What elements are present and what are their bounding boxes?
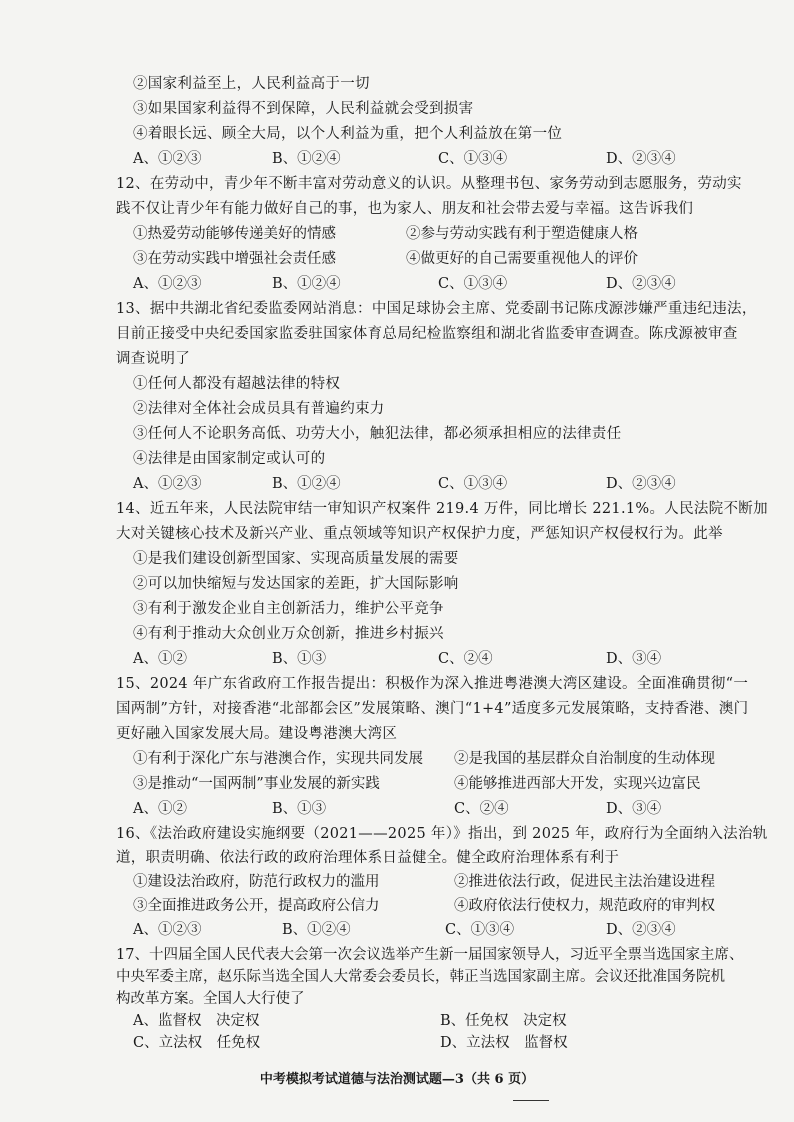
q14-option-3: ③有利于激发企业自主创新活力，维护公平竞争 — [133, 601, 444, 617]
footer-rule — [513, 1100, 549, 1101]
q11-option-4: ④着眼长远、顾全大局，以个人利益为重，把个人利益放在第一位 — [133, 126, 563, 142]
q16-choice-c: C、①③④ — [445, 922, 515, 938]
q16-option-2: ②推进依法行政，促进民主法治建设进程 — [454, 874, 715, 890]
q17-stem-line-2: 中央军委主席，赵乐际当选全国人大常委会委员长，韩正当选国家副主席。会议还批准国务院机 — [116, 969, 725, 985]
q17-stem-line-3: 构改革方案。全国人大行使了 — [116, 991, 305, 1007]
q13-option-4: ④法律是由国家制定或认可的 — [133, 451, 326, 467]
q12-stem-line-2: 践不仅让青少年有能力做好自己的事，也为家人、朋友和社会带去爱与幸福。这告诉我们 — [116, 201, 694, 217]
page-footer: 中考模拟考试道德与法治测试题—3（共 6 页） — [259, 1072, 535, 1087]
q16-stem-line-2: 道，职责明确、依法行政的政府治理体系日益健全。健全政府治理体系有利于 — [116, 850, 620, 866]
q11-choice-a: A、①②③ — [133, 151, 202, 167]
q11-option-3: ③如果国家利益得不到保障，人民利益就会受到损害 — [133, 101, 474, 117]
q16-stem-line-1: 16、《法治政府建设实施纲要（2021——2025 年）》指出，到 2025 年，政府行为全面纳入法治轨 — [116, 826, 768, 842]
q12-option-3: ③在劳动实践中增强社会责任感 — [133, 251, 336, 267]
q11-choice-b: B、①②④ — [272, 151, 341, 167]
q14-choice-a: A、①② — [133, 651, 187, 667]
q17-stem-line-1: 17、十四届全国人民代表大会第一次会议选举产生新一届国家领导人，习近平全票当选国家主席、 — [116, 947, 744, 963]
q12-choice-d: D、②③④ — [606, 276, 676, 292]
q14-choice-b: B、①③ — [272, 651, 327, 667]
q15-stem-line-2: 国两制”方针，对接香港“北部都会区”发展策略、澳门“1+4”适度多元发展策略，支持香港、澳门 — [116, 701, 749, 717]
q13-stem-line-2: 目前正接受中央纪委国家监委驻国家体育总局纪检监察组和湖北省监委审查调查。陈戌源被审查 — [116, 326, 738, 342]
q16-choice-a: A、①②③ — [133, 922, 202, 938]
q15-choice-d: D、③④ — [606, 801, 662, 817]
q13-choice-c: C、①③④ — [438, 476, 508, 492]
q14-choice-c: C、②④ — [438, 651, 493, 667]
q12-choice-c: C、①③④ — [438, 276, 508, 292]
q13-stem-line-1: 13、据中共湖北省纪委监委网站消息：中国足球协会主席、党委副书记陈戌源涉嫌严重违纪违法， — [116, 301, 757, 317]
q15-option-3: ③是推动“一国两制”事业发展的新实践 — [133, 776, 380, 792]
q12-choice-a: A、①②③ — [133, 276, 202, 292]
q12-option-2: ②参与劳动实践有利于塑造健康人格 — [406, 226, 638, 242]
q14-stem-line-1: 14、近五年来，人民法院审结一审知识产权案件 219.4 万件，同比增长 221.1%。人民法院不断加 — [116, 501, 768, 517]
q14-option-1: ①是我们建设创新型国家、实现高质量发展的需要 — [133, 551, 459, 567]
q15-option-1: ①有利于深化广东与港澳合作，实现共同发展 — [133, 751, 423, 767]
q13-option-2: ②法律对全体社会成员具有普遍约束力 — [133, 401, 385, 417]
q11-choice-d: D、②③④ — [606, 151, 676, 167]
q14-option-2: ②可以加快缩短与发达国家的差距，扩大国际影响 — [133, 576, 459, 592]
q12-stem-line-1: 12、在劳动中，青少年不断丰富对劳动意义的认识。从整理书包、家务劳动到志愿服务，劳动实 — [116, 176, 742, 192]
q14-option-4: ④有利于推动大众创业万众创新，推进乡村振兴 — [133, 626, 444, 642]
q15-choice-a: A、①② — [133, 801, 187, 817]
q17-choice-a: A、监督权 决定权 — [133, 1013, 260, 1029]
q11-choice-c: C、①③④ — [438, 151, 508, 167]
q15-option-4: ④能够推进西部大开发，实现兴边富民 — [454, 776, 701, 792]
q13-choice-b: B、①②④ — [272, 476, 341, 492]
q16-option-1: ①建设法治政府，防范行政权力的滥用 — [133, 874, 380, 890]
q12-choice-b: B、①②④ — [272, 276, 341, 292]
q16-choice-b: B、①②④ — [282, 922, 351, 938]
q13-stem-line-3: 调查说明了 — [116, 351, 190, 367]
q12-option-1: ①热爱劳动能够传递美好的情感 — [133, 226, 336, 242]
q17-choice-b: B、任免权 决定权 — [440, 1013, 567, 1029]
q13-option-3: ③任何人不论职务高低、功劳大小，触犯法律，都必须承担相应的法律责任 — [133, 426, 622, 442]
q14-choice-d: D、③④ — [606, 651, 662, 667]
q11-option-2: ②国家利益至上，人民利益高于一切 — [133, 76, 370, 92]
q16-option-4: ④政府依法行使权力，规范政府的审判权 — [454, 898, 715, 914]
q13-option-1: ①任何人都没有超越法律的特权 — [133, 376, 341, 392]
q13-choice-d: D、②③④ — [606, 476, 676, 492]
q16-choice-d: D、②③④ — [606, 922, 676, 938]
q15-option-2: ②是我国的基层群众自治制度的生动体现 — [454, 751, 715, 767]
q16-option-3: ③全面推进政务公开，提高政府公信力 — [133, 898, 380, 914]
q17-choice-d: D、立法权 监督权 — [440, 1035, 568, 1051]
q13-choice-a: A、①②③ — [133, 476, 202, 492]
q15-choice-c: C、②④ — [454, 801, 509, 817]
q12-option-4: ④做更好的自己需要重视他人的评价 — [406, 251, 638, 267]
q15-stem-line-1: 15、2024 年广东省政府工作报告提出：积极作为深入推进粤港澳大湾区建设。全面准确贯彻“一 — [116, 676, 749, 692]
q15-stem-line-3: 更好融入国家发展大局。建设粤港澳大湾区 — [116, 726, 398, 742]
q17-choice-c: C、立法权 任免权 — [133, 1035, 261, 1051]
q15-choice-b: B、①③ — [272, 801, 327, 817]
q14-stem-line-2: 大对关键核心技术及新兴产业、重点领域等知识产权保护力度，严惩知识产权侵权行为。此举 — [116, 526, 723, 542]
